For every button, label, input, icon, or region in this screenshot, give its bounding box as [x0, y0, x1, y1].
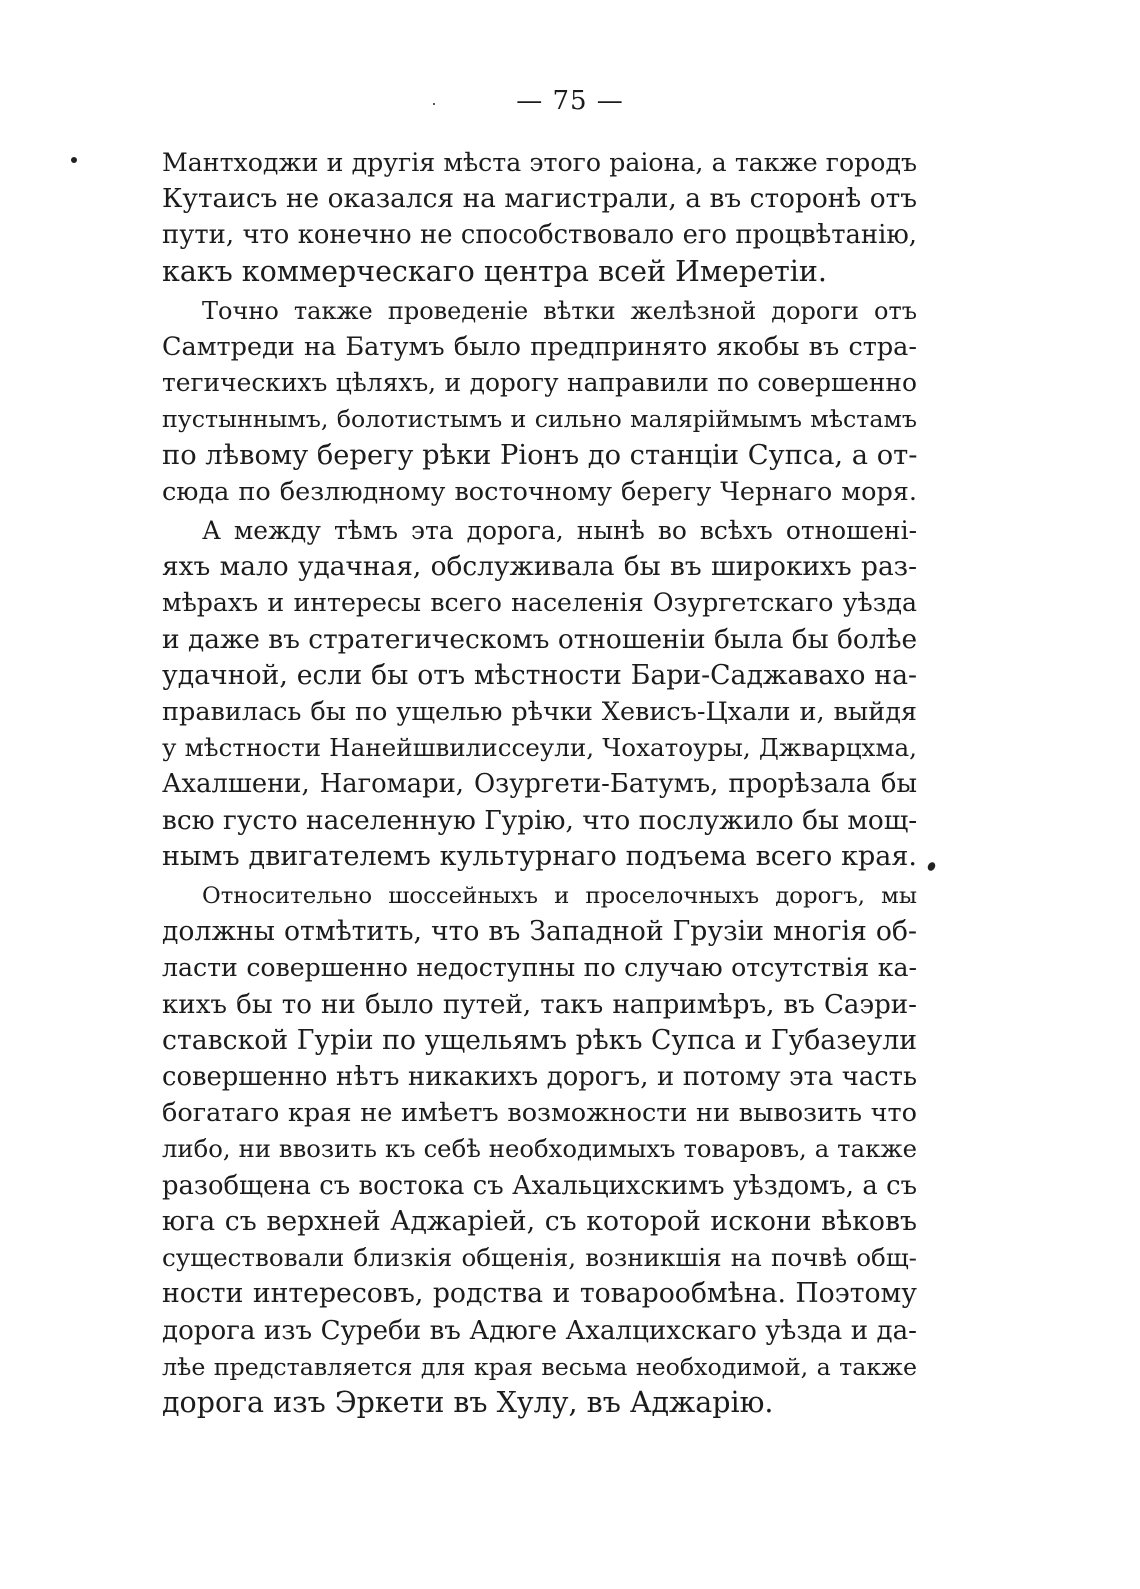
text-line: мѣрахъ и интересы всего населенія Озургетскаго уѣзда: [162, 588, 917, 618]
text-line: Мантходжи и другія мѣста этого раіона, а также городъ: [162, 148, 917, 177]
text-line: и даже въ стратегическомъ отношеніи была бы болѣе: [162, 623, 918, 655]
text-line: Точно также проведеніе вѣтки желѣзной дороги отъ: [202, 296, 917, 325]
text-line: разобщена съ востока съ Ахальцихскимъ уѣздомъ, а съ: [162, 1170, 917, 1201]
text-line: пути, что конечно не способствовало его процвѣтанію,: [162, 220, 917, 251]
text-line: Относительно шоссейныхъ и проселочныхъ дорогъ, мы: [202, 883, 917, 910]
paragraph-4: [162, 878, 917, 1421]
text-line: правилась бы по ущелью рѣчки Хевисъ-Цхали и, выйдя: [162, 697, 917, 728]
scan-speck-top: [433, 103, 435, 105]
text-line: нымъ двигателемъ культурнаго подъема всего края.: [162, 840, 917, 872]
scan-speck-left: [71, 157, 77, 163]
text-line: всю густо населенную Гурію, что послужило бы мощ-: [162, 804, 918, 836]
scan-speck-right: [926, 861, 937, 872]
text-line: ставской Гуріи по ущельямъ рѣкъ Супса и Губазеули: [162, 1024, 917, 1056]
text-line: либо, ни ввозить къ себѣ необходимыхъ товаровъ, а также: [162, 1134, 917, 1164]
text-line: Самтреди на Батумъ было предпринято якобы въ стра-: [162, 332, 917, 363]
text-line: удачной, если бы отъ мѣстности Бари-Саджавахо на-: [162, 659, 917, 691]
text-line: должны отмѣтить, что въ Западной Грузіи многія об-: [162, 916, 917, 948]
text-line: кихъ бы то ни было путей, такъ напримѣръ, въ Саэри-: [162, 989, 917, 1020]
text-line: А между тѣмъ эта дорога, нынѣ во всѣхъ отношені-: [202, 516, 917, 546]
text-line: пустыннымъ, болотистымъ и сильно маляріймымъ мѣстамъ: [162, 405, 917, 434]
text-line: тегическихъ цѣляхъ, и дорогу направили по совершенно: [162, 368, 917, 398]
text-line: ласти совершенно недоступны по случаю отсутствія ка-: [162, 953, 917, 983]
text-line: по лѣвому берегу рѣки Ріонъ до станціи Супса, а от-: [162, 439, 918, 471]
page-number: — 75 —: [516, 86, 624, 116]
text-line: богатаго края не имѣетъ возможности ни вывозить что: [162, 1098, 917, 1129]
text-line: лѣе представляется для края весьма необходимой, а также: [162, 1352, 917, 1381]
paragraph-1: [162, 145, 917, 290]
text-line: сюда по безлюдному восточному берегу Чернаго моря.: [162, 476, 917, 507]
text-line: дорога изъ Эркети въ Хулу, въ Аджарію.: [162, 1385, 774, 1419]
text-line: ности интересовъ, родства и товарообмѣна. Поэтому: [162, 1278, 917, 1310]
text-line: Кутаисъ не оказался на магистрали, а въ сторонѣ отъ: [162, 183, 917, 215]
text-line: юга съ верхней Аджаріей, съ которой искони вѣковъ: [162, 1205, 917, 1237]
text-line: существовали близкія общенія, возникшія на почвѣ общ-: [162, 1243, 917, 1273]
text-line: дорога изъ Суреби въ Адюге Ахалцихскаго уѣзда и да-: [162, 1315, 917, 1346]
text-line: Ахалшени, Нагомари, Озургети-Батумъ, прорѣзала бы: [162, 769, 917, 800]
text-line: какъ коммерческаго центра всей Имеретіи.: [162, 254, 827, 288]
text-line: у мѣстности Нанейшвилиссеули, Чохатоуры, Джварцхма,: [162, 733, 917, 763]
body-text: [162, 145, 917, 1421]
text-line: совершенно нѣтъ никакихъ дорогъ, и потому эта часть: [162, 1062, 917, 1093]
text-line: яхъ мало удачная, обслуживала бы въ широкихъ раз-: [162, 551, 917, 583]
paragraph-3: [162, 513, 917, 875]
paragraph-2: [162, 293, 917, 510]
